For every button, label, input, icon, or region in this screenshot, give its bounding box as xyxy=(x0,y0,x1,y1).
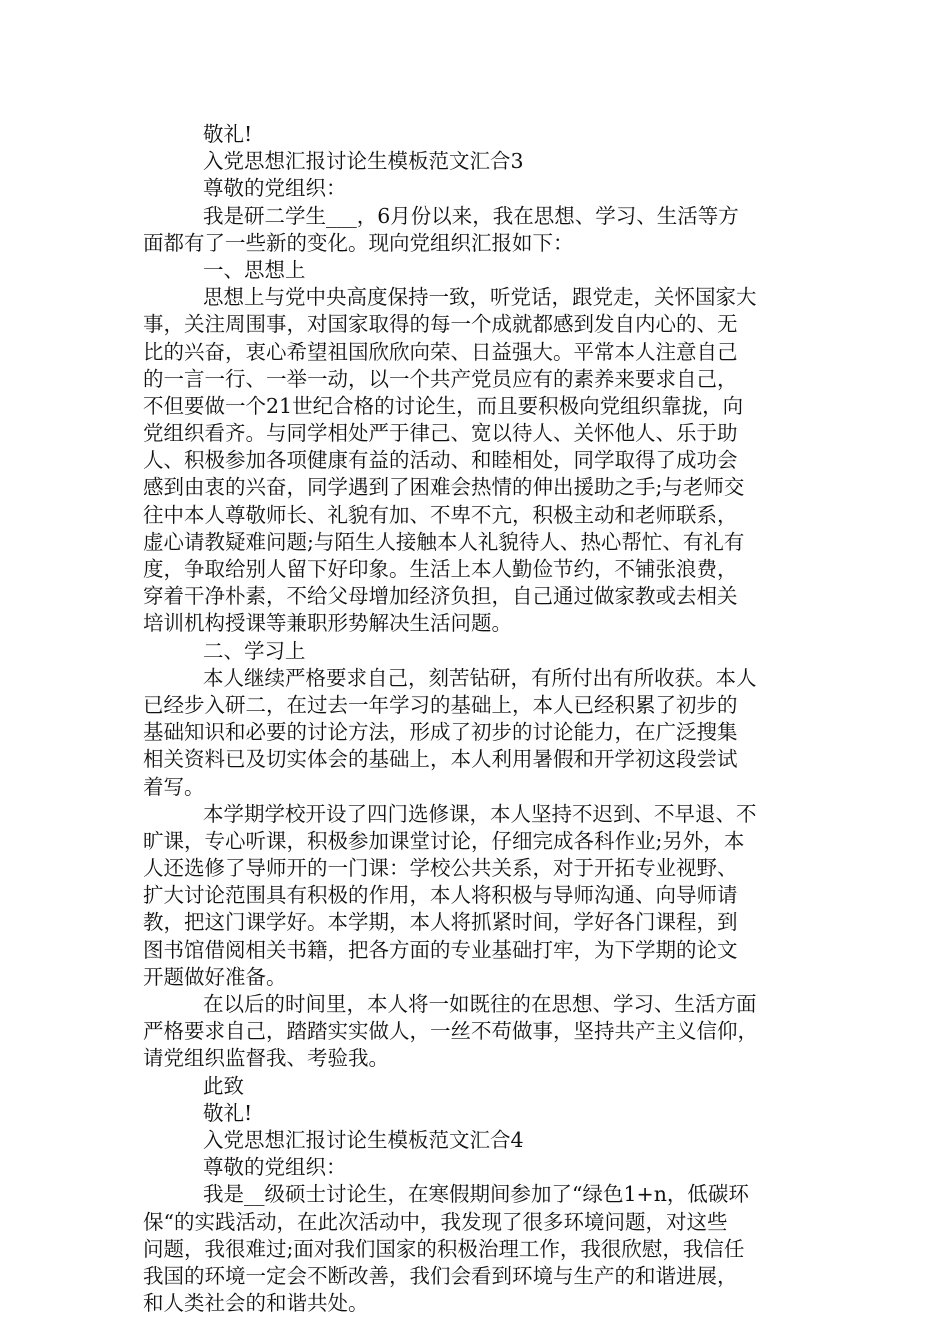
text-line: 的一言一行、一举一动，以一个共产党员应有的素养来要求自己， xyxy=(143,366,738,391)
text-line: 旷课，专心听课，积极参加课堂讨论，仔细完成各科作业;另外，本 xyxy=(143,828,745,853)
text-line: 在以后的时间里，本人将一如既往的在思想、学习、生活方面 xyxy=(203,992,757,1016)
text-line: 扩大讨论范围具有积极的作用，本人将积极与导师沟通、向导师请 xyxy=(143,883,738,908)
text-line: 我国的环境一定会不断改善，我们会看到环境与生产的和谐进展， xyxy=(143,1263,738,1288)
text-line: 敬礼! xyxy=(203,122,253,146)
text-line: 尊敬的党组织： xyxy=(203,1155,347,1180)
text-line: 请党组织监督我、考验我。 xyxy=(143,1046,389,1071)
text-line: 一、思想上 xyxy=(203,257,306,282)
text-line: 人还选修了导师开的一门课：学校公共关系，对于开拓专业视野、 xyxy=(143,856,738,881)
text-line: 比的兴奋，衷心希望祖国欣欣向荣、日益强大。平常本人注意自己 xyxy=(143,339,738,364)
text-line: 面都有了一些新的变化。现向党组织汇报如下： xyxy=(143,230,574,255)
text-line: 敬礼! xyxy=(203,1100,253,1125)
text-line: 严格要求自己，踏踏实实做人，一丝不苟做事，坚持共产主义信仰， xyxy=(143,1019,758,1044)
text-line: 开题做好准备。 xyxy=(143,964,287,989)
text-line: 已经步入研二，在过去一年学习的基础上，本人已经积累了初步的 xyxy=(143,692,738,717)
text-line: 人、积极参加各项健康有益的活动、和睦相处，同学取得了成功会 xyxy=(143,448,738,473)
text-line: 此致 xyxy=(203,1073,244,1098)
text-line: 不但要做一个21世纪合格的讨论生，而且要积极向党组织靠拢，向 xyxy=(143,393,744,418)
text-line: 思想上与党中央高度保持一致，听党话，跟党走，关怀国家大 xyxy=(203,285,757,310)
text-line: 保“的实践活动，在此次活动中，我发现了很多环境问题，对这些 xyxy=(143,1209,728,1234)
text-line: 我是__级硕士讨论生，在寒假期间参加了“绿色1+n，低碳环 xyxy=(203,1182,749,1207)
text-line: 虚心请教疑难问题;与陌生人接触本人礼貌待人、热心帮忙、有礼有 xyxy=(143,529,745,554)
text-line: 基础知识和必要的讨论方法，形成了初步的讨论能力，在广泛搜集 xyxy=(143,720,738,745)
text-line: 和人类社会的和谐共处。 xyxy=(143,1291,369,1316)
text-line: 相关资料已及切实体会的基础上，本人利用暑假和开学初这段尝试 xyxy=(143,747,738,772)
text-line: 教，把这门课学好。本学期，本人将抓紧时间，学好各门课程，到 xyxy=(143,910,738,935)
text-line: 图书馆借阅相关书籍，把各方面的专业基础打牢，为下学期的论文 xyxy=(143,937,738,962)
text-line: 入党思想汇报讨论生模板范文汇合3 xyxy=(203,149,524,174)
text-line: 穿着干净朴素，不给父母增加经济负担，自己通过做家教或去相关 xyxy=(143,584,738,609)
text-line: 二、学习上 xyxy=(203,638,306,663)
document-body xyxy=(143,121,813,1317)
text-line: 党组织看齐。与同学相处严于律己、宽以待人、关怀他人、乐于助 xyxy=(143,421,738,446)
text-line: 尊敬的党组织： xyxy=(203,176,347,201)
text-line: 入党思想汇报讨论生模板范文汇合4 xyxy=(203,1127,524,1152)
text-line: 往中本人尊敬师长、礼貌有加、不卑不亢，积极主动和老师联系， xyxy=(143,502,738,527)
text-line: 本人继续严格要求自己，刻苦钻研，有所付出有所收获。本人 xyxy=(203,665,757,690)
text-line: 度，争取给别人留下好印象。生活上本人勤俭节约，不铺张浪费， xyxy=(143,557,738,581)
text-line: 我是研二学生___，6月份以来，我在思想、学习、生活等方 xyxy=(203,203,739,228)
text-line: 问题，我很难过;面对我们国家的积极治理工作，我很欣慰，我信任 xyxy=(143,1236,745,1261)
text-line: 事，关注周围事，对国家取得的每一个成就都感到发自内心的、无 xyxy=(143,312,738,337)
text-line: 本学期学校开设了四门选修课，本人坚持不迟到、不早退、不 xyxy=(203,801,757,826)
text-line: 感到由衷的兴奋，同学遇到了困难会热情的伸出援助之手;与老师交 xyxy=(143,475,745,500)
text-line: 着写。 xyxy=(143,774,205,799)
text-line: 培训机构授课等兼职形势解决生活问题。 xyxy=(143,611,512,636)
